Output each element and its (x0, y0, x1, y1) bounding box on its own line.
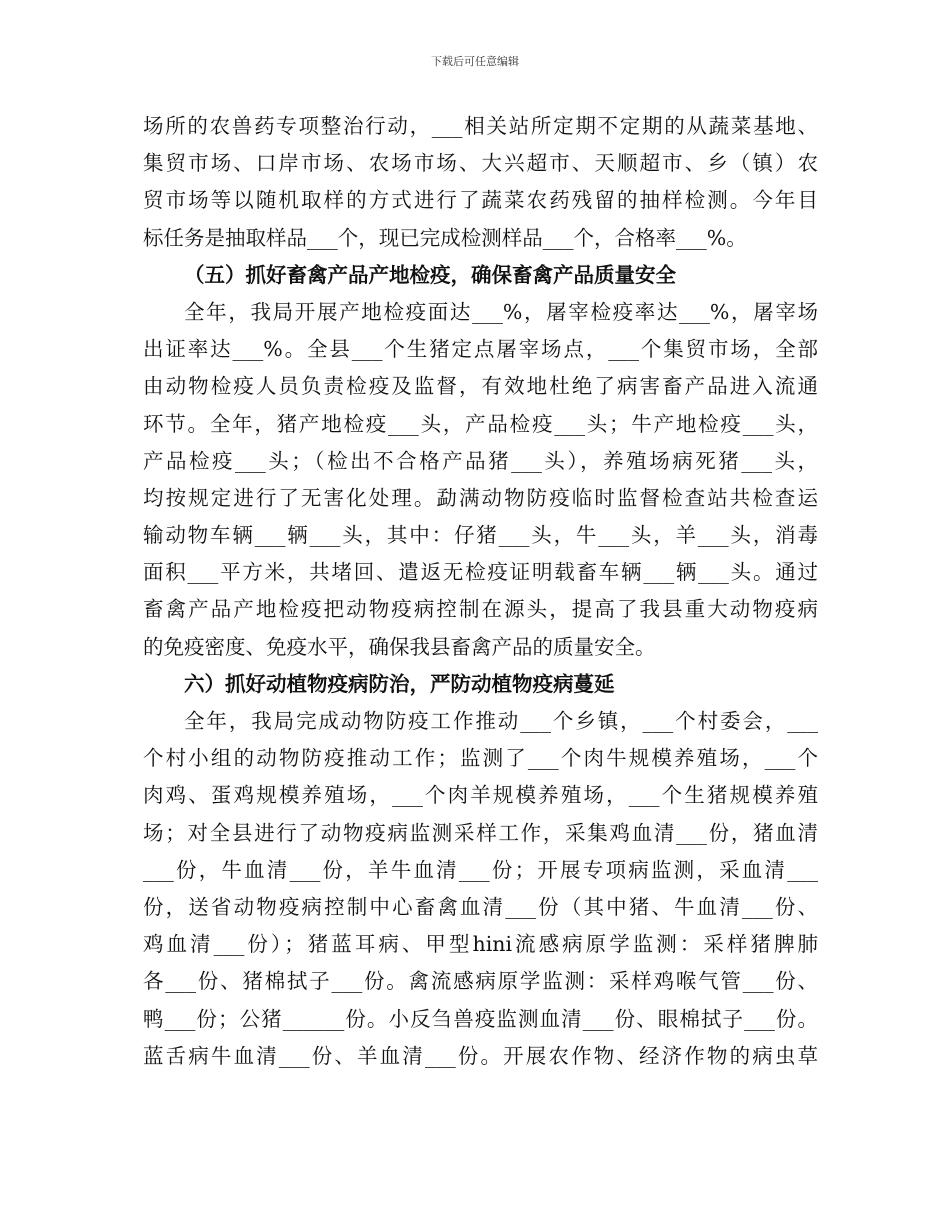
body-line: 份，送省动物疫病控制中心畜禽血清___份（其中猪、牛血清___份、 (143, 894, 818, 919)
section-heading-5: （五）抓好畜禽产品产地检疫，确保畜禽产品质量安全 (184, 262, 676, 287)
page-header: 下载后可任意编辑 (431, 55, 519, 68)
body-line: 集贸市场、口岸市场、农场市场、大兴超市、天顺超市、乡（镇）农 (143, 151, 818, 176)
document-body (143, 108, 818, 1075)
body-line: 全年，我局完成动物防疫工作推动___个乡镇，___个村委会，___ (184, 709, 818, 733)
body-line: 全年，我局开展产地检疫面达___%，屠宰检疫率达___%，屠宰场 (184, 299, 818, 324)
body-line: 均按规定进行了无害化处理。勐满动物防疫临时监督检查站共检查运 (143, 485, 818, 510)
body-line: 面积___平方米，共堵回、遣返无检疫证明载畜车辆___辆___头。通过 (143, 560, 818, 585)
body-line: 标任务是抽取样品___个，现已完成检测样品___个，合格率___%。 (143, 225, 747, 250)
body-line: 出证率达___%。全县___个生猪定点屠宰场点，___个集贸市场，全部 (143, 337, 818, 362)
body-line: 的免疫密度、免疫水平，确保我县畜禽产品的质量安全。 (143, 634, 656, 659)
body-line: 贸市场等以随机取样的方式进行了蔬菜农药残留的抽样检测。今年目 (143, 188, 818, 213)
body-line: 由动物检疫人员负责检疫及监督，有效地杜绝了病害畜产品进入流通 (143, 374, 818, 399)
body-line: 各___份、猪棉拭子___份。禽流感病原学监测：采样鸡喉气管___份、 (143, 969, 818, 994)
body-line: 场所的农兽药专项整治行动，___相关站所定期不定期的从蔬菜基地、 (143, 114, 818, 138)
body-line: 个村小组的动物防疫推动工作；监测了___个肉牛规模养殖场，___个 (143, 746, 818, 771)
body-line: 肉鸡、蛋鸡规模养殖场，___个肉羊规模养殖场，___个生猪规模养殖 (143, 783, 818, 808)
body-line: 鸭___份；公猪______份。小反刍兽疫监测血清___份、眼棉拭子___份。 (143, 1006, 818, 1031)
body-line: 蓝舌病牛血清___份、羊血清___份。开展农作物、经济作物的病虫草 (143, 1043, 818, 1068)
body-line: 输动物车辆___辆___头，其中：仔猪___头，牛___头，羊___头，消毒 (143, 523, 818, 548)
body-line: 环节。全年，猪产地检疫___头，产品检疫___头；牛产地检疫___头， (143, 411, 818, 436)
body-line: 畜禽产品产地检疫把动物疫病控制在源头，提高了我县重大动物疫病 (143, 597, 818, 622)
body-line: 场；对全县进行了动物疫病监测采样工作，采集鸡血清___份，猪血清 (143, 820, 818, 845)
body-line: 鸡血清___份）；猪蓝耳病、甲型hini流感病原学监测：采样猪脾肺 (143, 932, 818, 957)
section-heading-6: 六）抓好动植物疫病防治，严防动植物疫病蔓延 (184, 671, 615, 696)
body-line: 产品检疫___头；（检出不合格产品猪___头），养殖场病死猪___头， (143, 448, 818, 473)
body-line: ___份，牛血清___份，羊牛血清___份；开展专项病监测，采血清___ (143, 857, 818, 882)
